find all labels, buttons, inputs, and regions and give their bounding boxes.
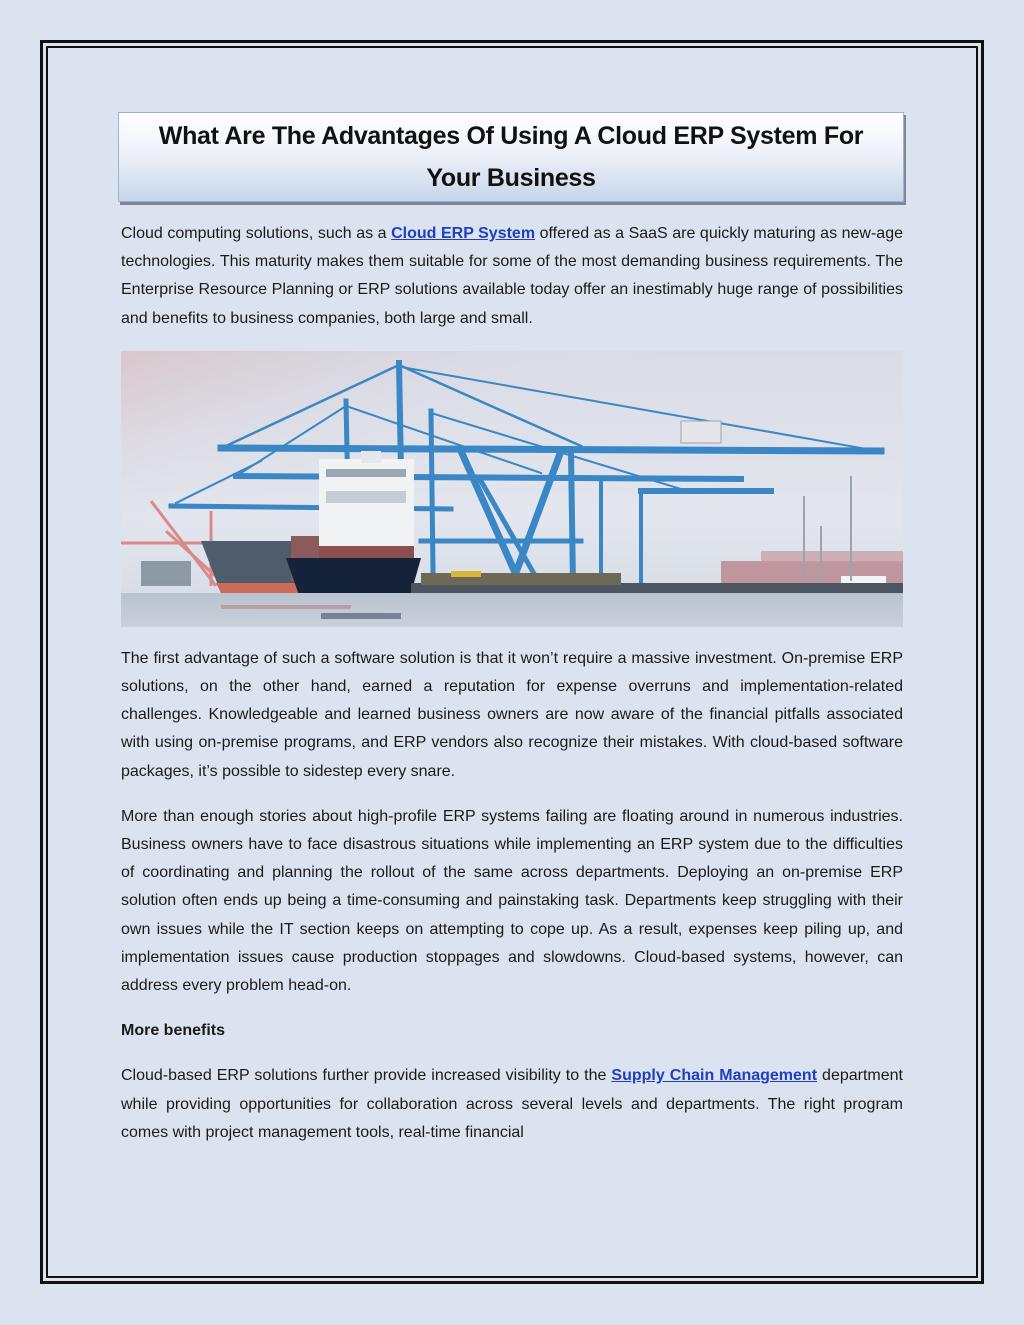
first-advantage-paragraph: The first advantage of such a software solution is that it won’t require a massive investment. On-premise ERP solutions, on the other hand, earned a reputation for expense overruns and implementation-related challenges. Knowledgeable and learned business owners are now aware of the financial pitfalls associated with using on-premise programs, and ERP vendors also recognize their mistakes. With cloud-based software packages, it’s possible to sidestep every snare. xyxy=(121,649,903,780)
intro-text-before: Cloud computing solutions, such as a xyxy=(121,225,392,242)
supply-chain-paragraph xyxy=(121,1062,903,1147)
far-ship xyxy=(141,561,191,586)
port-cranes-image xyxy=(121,351,903,627)
crane-cab xyxy=(681,421,721,443)
article-body xyxy=(121,220,903,1147)
page-title: What Are The Advantages Of Using A Cloud ERP System For Your Business xyxy=(158,122,864,192)
water xyxy=(121,593,903,627)
supply-chain-management-link[interactable]: Supply Chain Management xyxy=(611,1067,818,1085)
title-banner xyxy=(118,112,904,202)
intro-paragraph xyxy=(121,220,903,333)
supply-chain-text-after: department while providing opportunities for collaboration across several levels and departments. The right program comes with project management tools, real-time financial xyxy=(121,1067,903,1141)
cloud-erp-system-link[interactable]: Cloud ERP System xyxy=(391,225,536,242)
erp-failures-paragraph: More than enough stories about high-profile ERP systems failing are floating around in numerous industries. Business owners have to face disastrous situations while implementing an ERP system due to the difficulties of coordinating and planning the rollout of the same across departments. Deploying an on-premise ERP solution often ends up being a time-consuming and painstaking task. Departments keep struggling with their own issues while the IT section keeps on attempting to cope up. As a result, expenses keep piling up, and implementation issues cause production stoppages and slowdowns. Cloud-based systems, however, can address every problem head-on. xyxy=(121,807,903,995)
supply-chain-text-before: Cloud-based ERP solutions further provide increased visibility to the xyxy=(121,1067,612,1085)
intro-text-after: offered as a SaaS are quickly maturing as new-age technologies. This maturity makes them suitable for some of the most demanding business requirements. The Enterprise Resource Planning or ERP solutions available today offer an inestimably huge range of possibilities and benefits to business companies, both large and small. xyxy=(121,225,904,327)
more-benefits-heading: More benefits xyxy=(121,1022,226,1040)
